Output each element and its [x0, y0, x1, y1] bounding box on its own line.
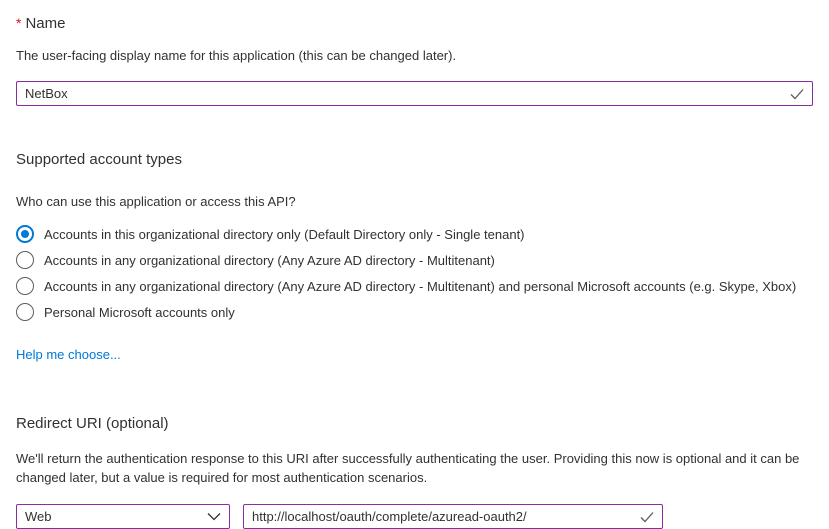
redirect-uri-title: Redirect URI (optional)	[16, 415, 169, 432]
valid-checkmark-icon	[640, 511, 654, 523]
radio-option-label[interactable]: Accounts in any organizational directory (Any Azure AD directory - Multitenant) and personal Microsoft accounts (e.g. Skype, Xbox)	[44, 278, 797, 294]
radio-option-label[interactable]: Accounts in any organizational directory (Any Azure AD directory - Multitenant)	[44, 252, 495, 268]
redirect-uri-input-container	[243, 504, 663, 529]
redirect-uri-row	[16, 504, 813, 529]
radio-option-personal-only[interactable]	[16, 299, 813, 325]
radio-option-multitenant[interactable]	[16, 247, 813, 273]
radio-option-single-tenant[interactable]	[16, 221, 813, 247]
radio-unselected-icon[interactable]	[16, 277, 34, 295]
radio-selected-icon[interactable]	[16, 225, 34, 243]
help-me-choose-link[interactable]: Help me choose...	[16, 347, 121, 362]
name-section	[16, 13, 813, 106]
radio-unselected-icon[interactable]	[16, 251, 34, 269]
name-description: The user-facing display name for this application (this can be changed later).	[16, 48, 457, 63]
platform-select-value: Web	[25, 509, 52, 524]
redirect-uri-description: We'll return the authentication response to this URI after successfully authenticating the user. Providing this now is optional and it can be changed later, but a value is required for most authentication scenarios.	[16, 451, 800, 485]
chevron-down-icon	[207, 512, 221, 521]
account-types-question: Who can use this application or access this API?	[16, 194, 296, 209]
radio-option-label[interactable]: Personal Microsoft accounts only	[44, 304, 235, 320]
name-section-title	[16, 13, 813, 34]
name-input-container	[16, 81, 813, 106]
platform-select-dropdown[interactable]	[16, 504, 230, 529]
name-input[interactable]	[25, 86, 790, 101]
account-types-radio-group	[16, 221, 813, 325]
supported-account-types-title: Supported account types	[16, 151, 182, 168]
required-asterisk: *	[16, 15, 22, 31]
name-title-text: Name	[25, 15, 66, 32]
supported-account-types-section	[16, 150, 813, 364]
valid-checkmark-icon	[790, 88, 804, 100]
radio-option-label[interactable]: Accounts in this organizational directory only (Default Directory only - Single tenant)	[44, 226, 525, 242]
radio-option-multitenant-personal[interactable]	[16, 273, 813, 299]
redirect-uri-input[interactable]	[252, 509, 640, 524]
radio-unselected-icon[interactable]	[16, 303, 34, 321]
redirect-uri-section	[16, 414, 813, 529]
